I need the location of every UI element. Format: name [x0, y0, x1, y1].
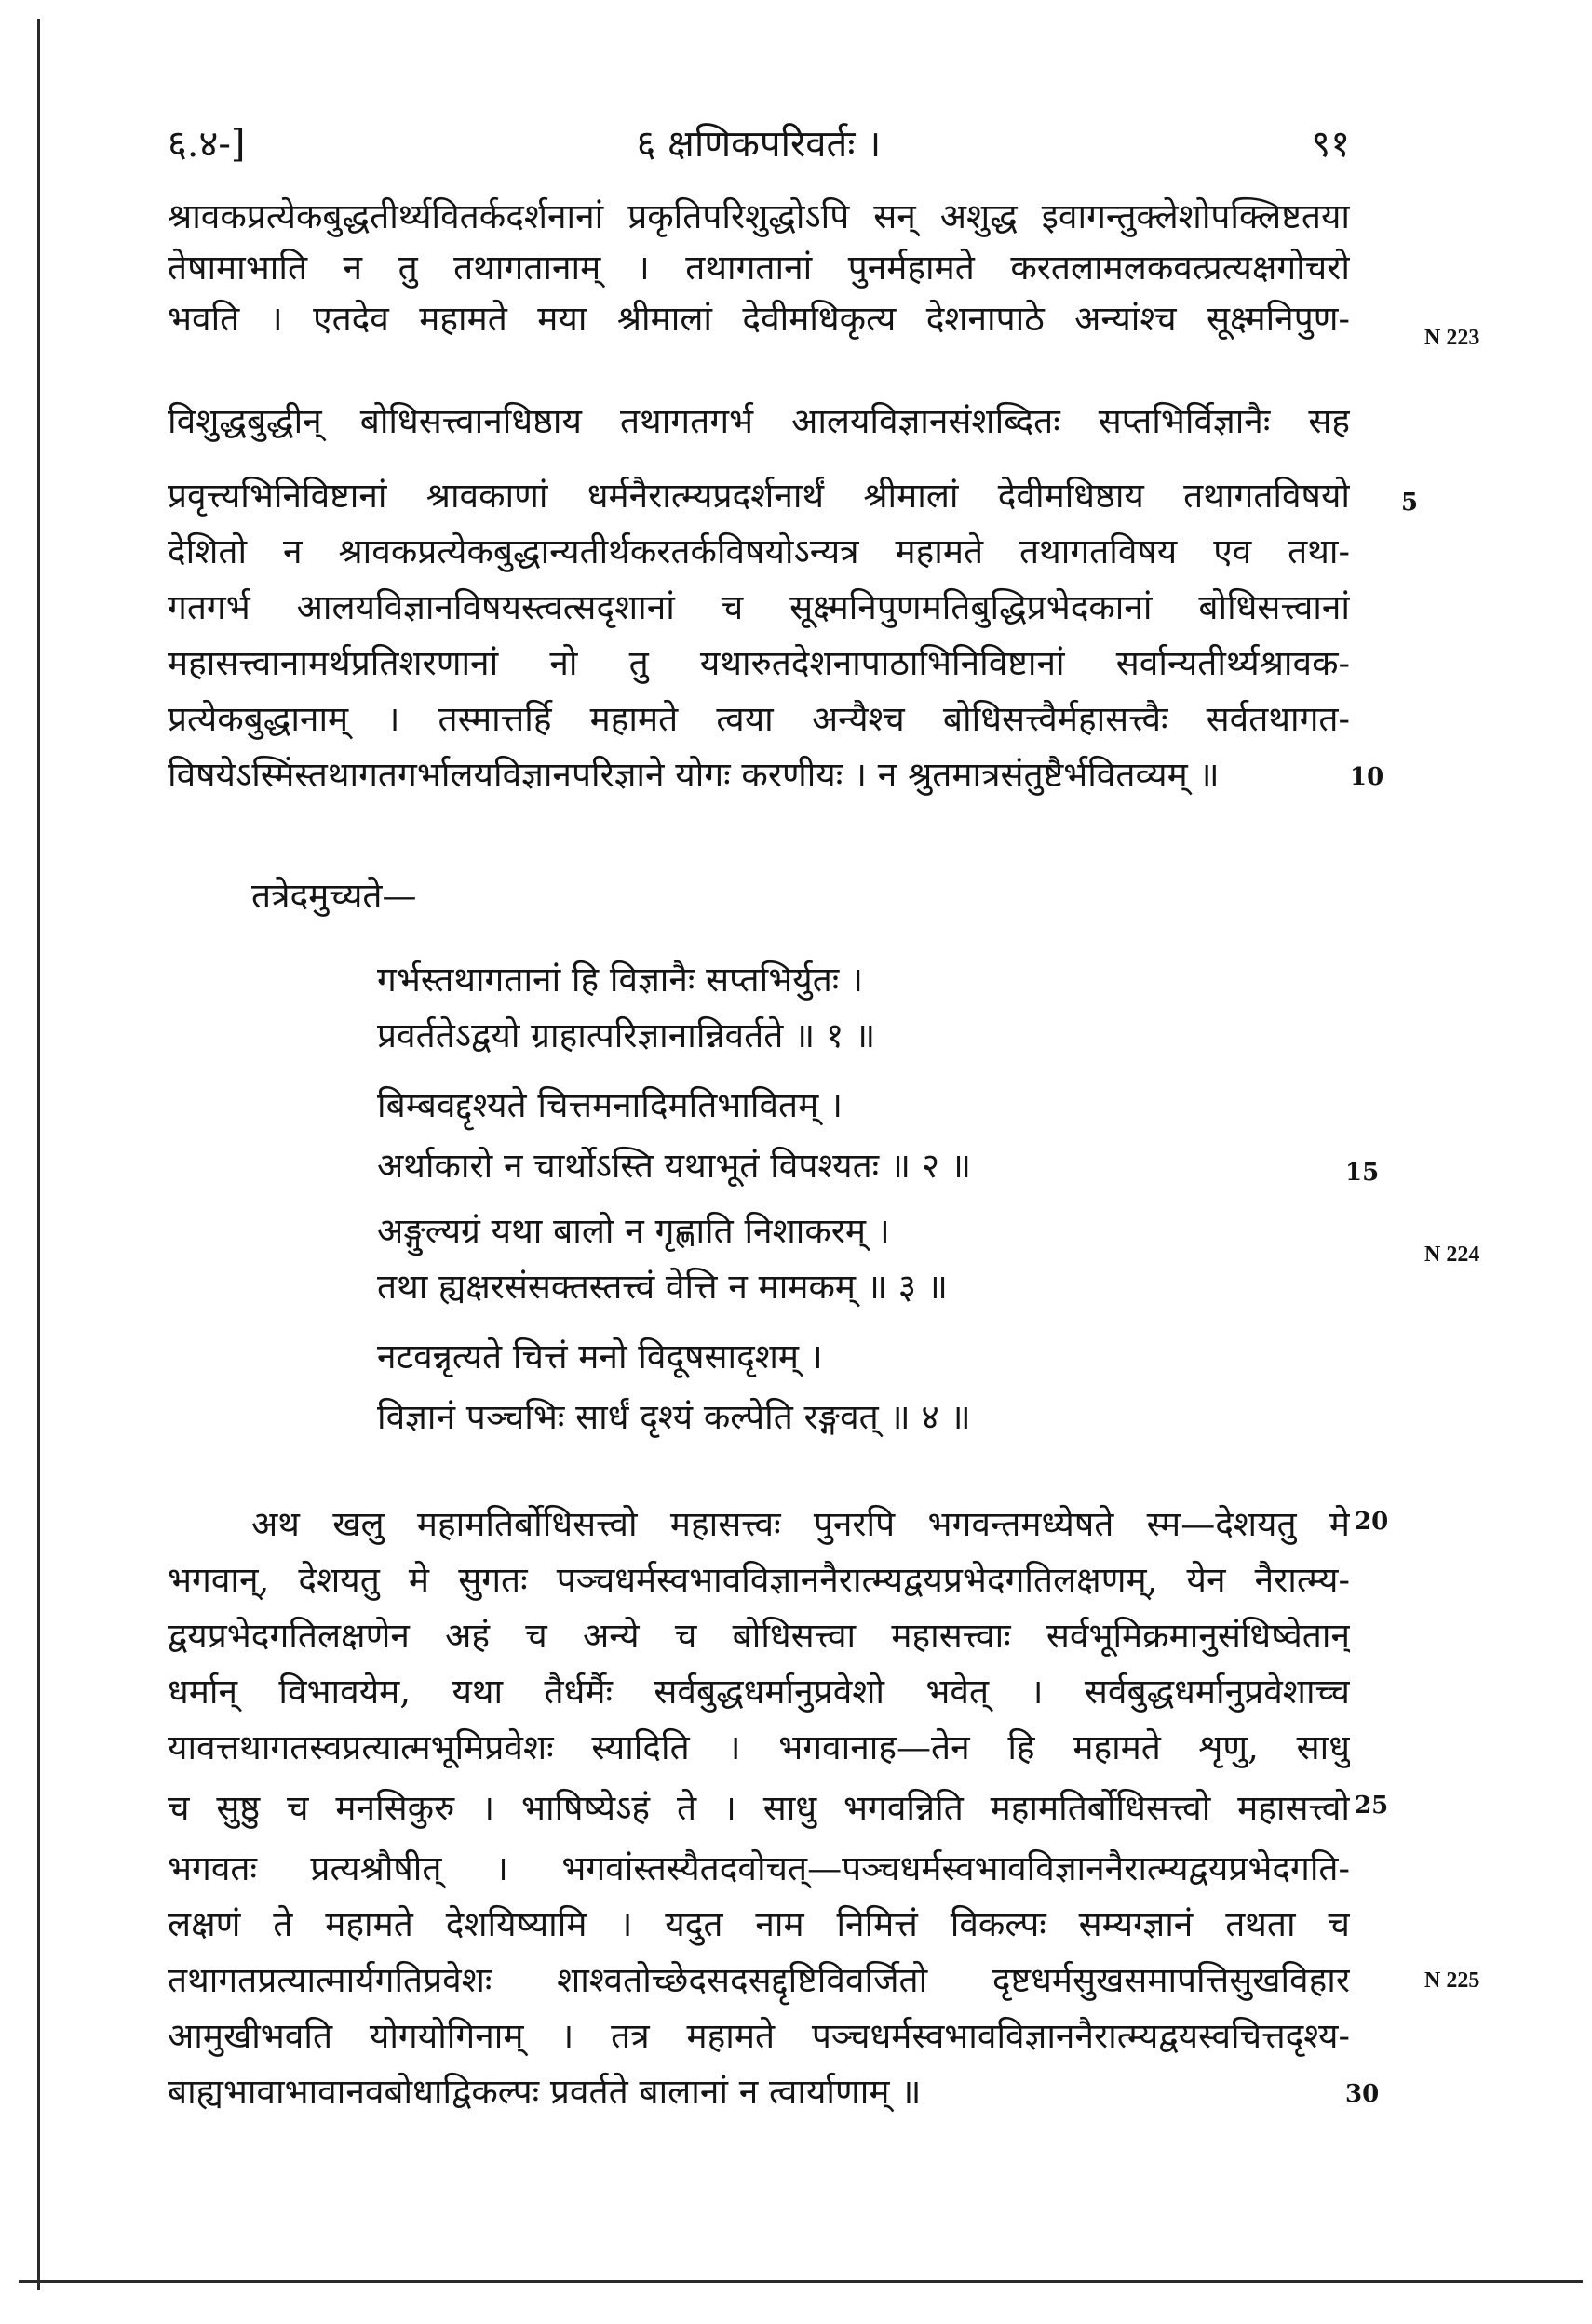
prose-line: धर्मान् विभावयेम, यथा तैर्धर्मैः सर्वबुद्धधर्मानुप्रवेशो भवेत् । सर्वबुद्धधर्मानुप्रवेशाच्च — [168, 1672, 1350, 1712]
prose-line: विषयेऽस्मिंस्तथागतगर्भालयविज्ञानपरिज्ञाने योगः करणीयः । न श्रुतमात्रसंतुष्टैर्भवितव्यम् ॥ — [168, 755, 1220, 795]
prose-line: प्रवृत्त्यभिनिविष्टानां श्रावकाणां धर्मनैरात्म्यप्रदर्शनार्थं श्रीमालां देवीमधिष्ठाय तथागतविषयो — [168, 476, 1350, 516]
prose-line: बाह्यभावाभावानवबोधाद्विकल्पः प्रवर्तते बालानां न त्वार्याणाम् ॥ — [168, 2072, 922, 2112]
verse-line: अर्थाकारो न चार्थोऽस्ति यथाभूतं विपश्यतः ॥ २ ॥ — [377, 1146, 971, 1186]
prose-line: तथागतप्रत्यात्मार्यगतिप्रवेशः शाश्वतोच्छेदसदसद्दृष्टिविवर्जितो दृष्टधर्मसुखसमापत्तिसुखविहार — [168, 1960, 1350, 2000]
prose-line: तेषामाभाति न तु तथागतानाम् । तथागतानां पुनर्महामते करतलामलकवत्प्रत्यक्षगोचरो — [168, 248, 1350, 288]
prose-line: भगवान्, देशयतु मे सुगतः पञ्चधर्मस्वभावविज्ञाननैरात्म्यद्वयप्रभेदगतिलक्षणम्, येन नैरात्म्य- — [168, 1560, 1350, 1600]
verse-line: प्रवर्ततेऽद्वयो ग्राहात्परिज्ञानान्निवर्तते ॥ १ ॥ — [377, 1015, 876, 1055]
line-number: 5 — [1401, 489, 1419, 517]
line-number: 25 — [1355, 1792, 1389, 1820]
running-header — [168, 116, 1350, 181]
prose-line: भगवतः प्रत्यश्रौषीत् । भगवांस्तस्यैतदवोचत्—पञ्चधर्मस्वभावविज्ञाननैरात्म्यद्वयप्रभेदगति- — [168, 1848, 1350, 1888]
prose-line: महासत्त्वानामर्थप्रतिशरणानां नो तु यथारुतदेशनापाठाभिनिविष्टानां सर्वान्यतीर्थ्यश्रावक- — [168, 643, 1350, 683]
prose-line: लक्षणं ते महामते देशयिष्यामि । यदुत नाम निमित्तं विकल्पः सम्यग्ज्ञानं तथता च — [168, 1904, 1350, 1944]
prose-line: भवति । एतदेव महामते मया श्रीमालां देवीमधिकृत्य देशनापाठे अन्यांश्च सूक्ष्मनिपुण- — [168, 299, 1350, 339]
page-reference: N 225 — [1424, 1968, 1480, 1993]
prose-line: विशुद्धबुद्धीन् बोधिसत्त्वानधिष्ठाय तथागतगर्भ आलयविज्ञानसंशब्दितः सप्तभिर्विज्ञानैः सह — [168, 401, 1350, 441]
prose-line: अथ खलु महामतिर्बोधिसत्त्वो महासत्त्वः पुनरपि भगवन्तमध्येषते स्म—देशयतु मे — [251, 1504, 1350, 1544]
prose-line: च सुष्ठु च मनसिकुरु । भाषिष्येऽहं ते । साधु भगवन्निति महामतिर्बोधिसत्त्वो महासत्त्वो — [168, 1788, 1350, 1828]
header-chapter-title: ६ क्षणिकपरिवर्तः । — [636, 123, 882, 166]
page-reference: N 224 — [1424, 1243, 1480, 1267]
line-number: 30 — [1345, 2080, 1380, 2108]
prose-line: गतगर्भ आलयविज्ञानविषयस्त्वत्सदृशानां च सूक्ष्मनिपुणमतिबुद्धिप्रभेदकानां बोधिसत्त्वानां — [168, 587, 1350, 627]
page-reference: N 223 — [1424, 326, 1480, 350]
verse-line: गर्भस्तथागतानां हि विज्ञानैः सप्तभिर्युतः । — [377, 960, 864, 1000]
page-left-edge-line — [37, 19, 40, 2290]
verse-line: अङ्गुल्यग्रं यथा बालो न गृह्णाति निशाकरम् । — [377, 1211, 890, 1251]
prose-line: श्रावकप्रत्येकबुद्धतीर्थ्यवितर्कदर्शनानां प्रकृतिपरिशुद्धोऽपि सन् अशुद्ध इवागन्तुक्लेशोपक्लिष्टतया — [168, 196, 1350, 236]
verse-line: विज्ञानं पञ्चभिः सार्धं दृश्यं कल्पेति रङ्गवत् ॥ ४ ॥ — [377, 1397, 971, 1437]
line-number: 20 — [1355, 1508, 1389, 1536]
prose-line: प्रत्येकबुद्धानाम् । तस्मात्तर्हि महामते त्वया अन्यैश्च बोधिसत्त्वैर्महासत्त्वैः सर्वतथागत- — [168, 699, 1350, 739]
header-section-number: ६.४-] — [168, 123, 246, 166]
line-number: 10 — [1350, 763, 1384, 791]
prose-line: आमुखीभवति योगयोगिनाम् । तत्र महामते पञ्चधर्मस्वभावविज्ञाननैरात्म्यद्वयस्वचित्तदृश्य- — [168, 2016, 1350, 2056]
verse-line: बिम्बवद्दृश्यते चित्तमनादिमतिभावितम् । — [377, 1085, 843, 1125]
prose-line: यावत्तथागतस्वप्रत्यात्मभूमिप्रवेशः स्यादिति । भगवानाह—तेन हि महामते शृणु, साधु — [168, 1727, 1350, 1767]
prose-line: द्वयप्रभेदगतिलक्षणेन अहं च अन्ये च बोधिसत्त्वा महासत्त्वाः सर्वभूमिक्रमानुसंधिष्वेतान् — [168, 1616, 1350, 1656]
verse-line: तथा ह्यक्षरसंसक्तस्तत्त्वं वेत्ति न मामकम् ॥ ३ ॥ — [377, 1267, 948, 1307]
verse-line: नटवन्नृत्यते चित्तं मनो विदूषसादृशम् । — [377, 1337, 823, 1377]
prose-line: देशितो न श्रावकप्रत्येकबुद्धान्यतीर्थकरतर्कविषयोऽन्यत्र महामते तथागतविषय एव तथा- — [168, 531, 1350, 571]
verse-intro: तत्रेदमुच्यते— — [251, 876, 417, 916]
header-page-number: ९१ — [1311, 123, 1350, 166]
page-bottom-rule — [19, 2280, 1583, 2283]
line-number: 15 — [1345, 1159, 1380, 1187]
